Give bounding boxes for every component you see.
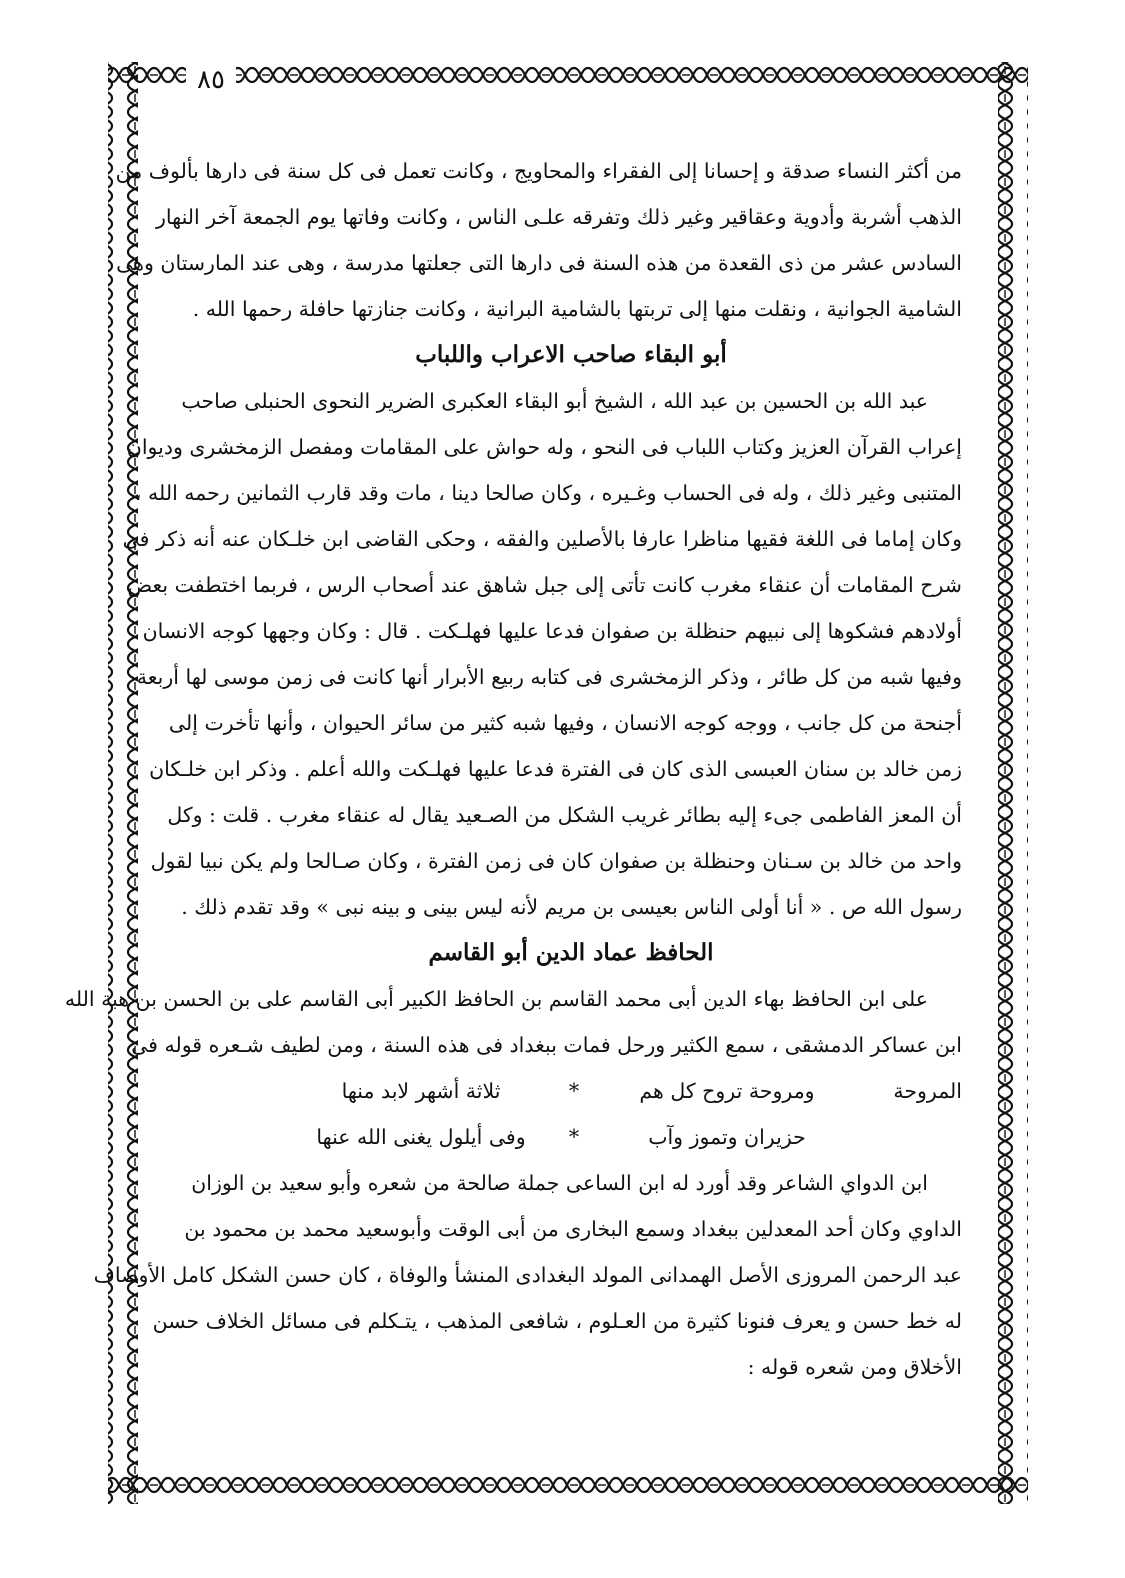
poem-lead-word: المروحة — [893, 1079, 962, 1103]
poem-verse — [180, 1114, 962, 1160]
paragraph-imad-al-din — [64, 976, 962, 1068]
poem-hemistich: وفى أيلول يغنى الله عنها — [316, 1125, 526, 1149]
text-line: عبد الرحمن المروزى الأصل الهمدانى المولد البغدادى المنشأ والوفاة ، كان حسن الشكل كامل الأوصاف — [93, 1263, 962, 1287]
paragraph-abu-al-baqa — [122, 378, 962, 930]
poem-hemistich: ثلاثة أشهر لابد منها — [341, 1079, 501, 1103]
poem-hemistich: ومروحة تروح كل هم — [639, 1079, 815, 1103]
star-separator: * — [568, 1079, 580, 1103]
text-line: ابن الدواي الشاعر وقد أورد له ابن الساعى جملة صالحة من شعره وأبو سعيد بن الوزان — [191, 1171, 928, 1195]
text-line: له خط حسن و يعرف فنونا كثيرة من العـلوم ، شافعى المذهب ، يتـكلم فى مسائل الخلاف حسن — [152, 1309, 962, 1333]
text-line: المتنبى وغير ذلك ، وله فى الحساب وغـيره ، وكان صالحا دينا ، مات وقد قارب الثمانين رحمه الله ، — [134, 481, 962, 505]
text-line: الشامية الجوانية ، ونقلت منها إلى تربتها بالشامية البرانية ، وكانت جنازتها حافلة رحمها الله . — [192, 297, 962, 321]
section-heading-imad-al-din: الحافظ عماد الدين أبو القاسم — [428, 939, 714, 966]
text-line: عبد الله بن الحسين بن عبد الله ، الشيخ أبو البقاء العكبرى الضرير النحوى الحنبلى صاحب — [181, 389, 928, 413]
text-line: إعراب القرآن العزيز وكتاب اللباب فى النحو ، وله حواش على المقامات ومفصل الزمخشرى وديوان — [126, 435, 962, 459]
text-line: من أكثر النساء صدقة و إحسانا إلى الفقراء والمحاويج ، وكانت تعمل فى كل سنة فى دارها بألوف من — [115, 159, 962, 183]
text-line: ابن عساكر الدمشقى ، سمع الكثير ورحل فمات ببغداد فى هذه السنة ، ومن لطيف شـعره قوله فى — [131, 1033, 962, 1057]
poem-lead-spacer — [862, 1114, 962, 1160]
poem-hemistich: حزيران وتموز وآب — [648, 1125, 806, 1149]
text-line: أجنحة من كل جانب ، ووجه كوجه الانسان ، وفيها شبه كثير من سائر الحيوان ، وأنها تأخرت إلى — [168, 711, 962, 735]
section-heading-abu-al-baqa: أبو البقاء صاحب الاعراب واللباب — [415, 341, 727, 368]
paragraph-ibn-al-dawai — [93, 1160, 962, 1390]
text-line: وكان إماما فى اللغة فقيها مناظرا عارفا بالأصلين والفقه ، وحكى القاضى ابن خلـكان عنه أنه ذكر فى — [122, 527, 962, 551]
star-separator: * — [568, 1125, 580, 1149]
text-line: واحد من خالد بن سـنان وحنظلة بن صفوان كان فى زمن الفترة ، وكان صـالحا ولم يكن نبيا لقول — [150, 849, 962, 873]
text-line: زمن خالد بن سنان العبسى الذى كان فى الفترة فدعا عليها فهلـكت والله أعلم . وذكر ابن خلـكان — [149, 757, 962, 781]
text-line: الداوي وكان أحد المعدلين ببغداد وسمع البخارى من أبى الوقت وأبوسعيد محمد بن محمود بن — [184, 1217, 962, 1241]
text-line: أن المعز الفاطمى جىء إليه بطائر غريب الشكل من الصـعيد يقال له عنقاء مغرب . قلت : وكل — [167, 803, 962, 827]
text-line: على ابن الحافظ بهاء الدين أبى محمد القاسم بن الحافظ الكبير أبى القاسم على بن الحسن بن هبة الله — [64, 987, 928, 1011]
text-line: وفيها شبه من كل طائر ، وذكر الزمخشرى فى كتابه ربيع الأبرار أنها كانت فى زمن موسى لها أربعة — [136, 665, 962, 689]
text-line: السادس عشر من ذى القعدة من هذه السنة فى دارها التى جعلتها مدرسة ، وهى عند المارستان وهى — [116, 251, 962, 275]
page-body — [64, 148, 962, 1390]
poem — [180, 1068, 962, 1160]
paragraph-intro — [115, 148, 962, 332]
text-line: أولادهم فشكوها إلى نبيهم حنظلة بن صفوان فدعا عليها فهلـكت . قال : وكان وجهها كوجه الانسان — [142, 619, 962, 643]
page-number: ٨٥ — [186, 60, 236, 100]
text-line: الأخلاق ومن شعره قوله : — [747, 1355, 962, 1379]
poem-verse — [180, 1068, 962, 1114]
text-line: شرح المقامات أن عنقاء مغرب كانت تأتى إلى جبل شاهق عند أصحاب الرس ، فربما اختطفت بعض — [127, 573, 962, 597]
text-line: رسول الله ص . « أنا أولى الناس بعيسى بن مريم لأنه ليس بينى و بينه نبى » وقد تقدم ذلك . — [181, 895, 962, 919]
text-line: الذهب أشربة وأدوية وعقاقير وغير ذلك وتفرقه علـى الناس ، وكانت وفاتها يوم الجمعة آخر النهار — [156, 205, 962, 229]
